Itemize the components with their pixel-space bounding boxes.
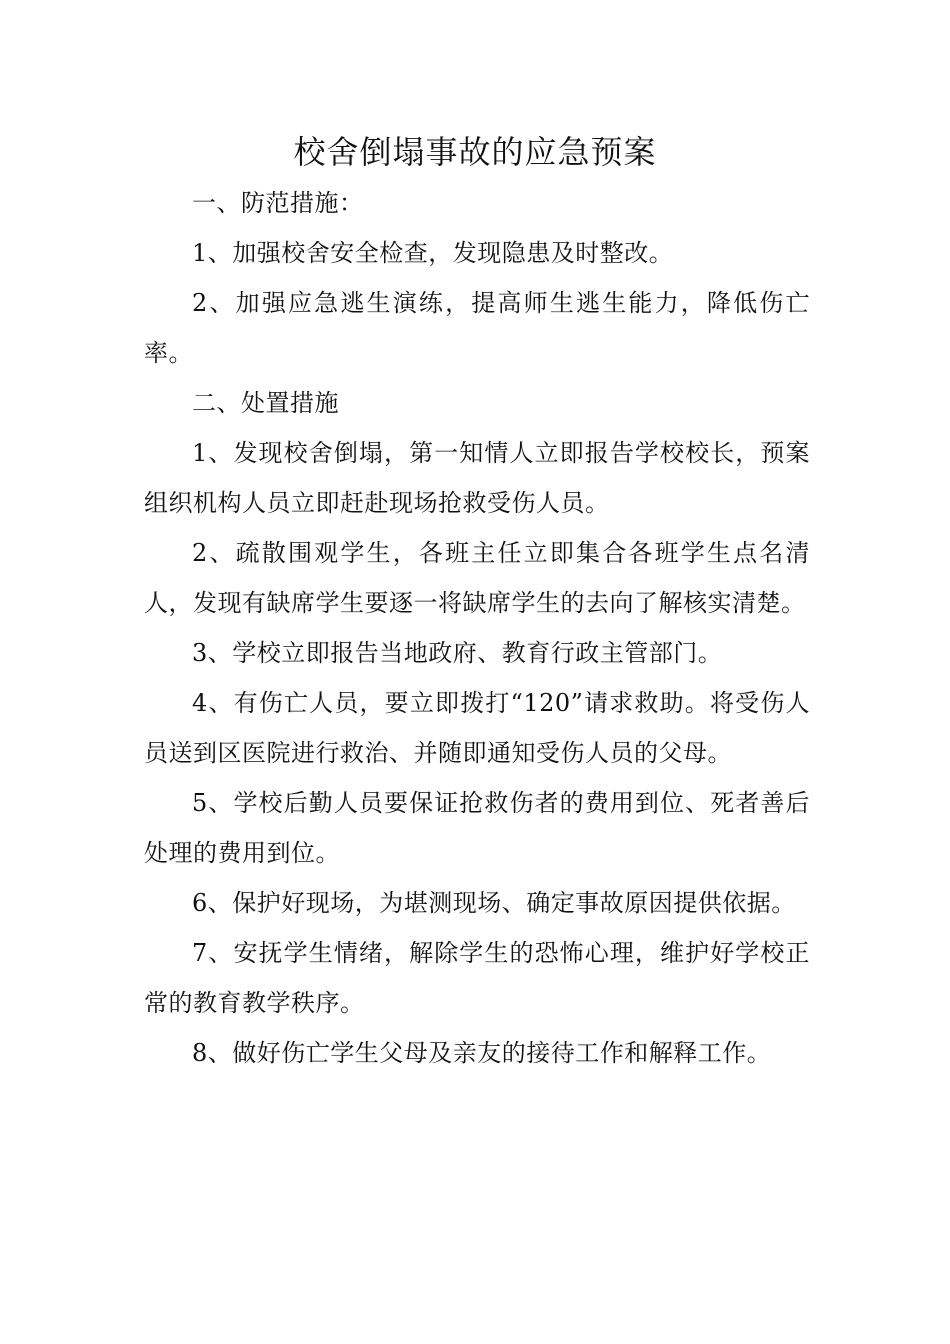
paragraph: 2、加强应急逃生演练，提高师生逃生能力，降低伤亡率。: [144, 289, 810, 367]
paragraph: 1、加强校舍安全检查，发现隐患及时整改。: [192, 239, 674, 267]
section-heading-prevention: 一、防范措施：: [192, 189, 364, 217]
paragraph: 2、疏散围观学生，各班主任立即集合各班学生点名清人，发现有缺席学生要逐一将缺席学生的去向了解核实清楚。: [144, 539, 810, 617]
paragraph: 4、有伤亡人员，要立即拨打“120”请求救助。将受伤人员送到区医院进行救治、并随即通知受伤人员的父母。: [144, 689, 810, 767]
document-title: 校舍倒塌事故的应急预案: [293, 133, 657, 171]
section-heading-handling: 二、处置措施: [192, 389, 339, 417]
document-body: [144, 178, 810, 1078]
paragraph: 5、学校后勤人员要保证抢救伤者的费用到位、死者善后处理的费用到位。: [144, 789, 810, 867]
paragraph: 3、学校立即报告当地政府、教育行政主管部门。: [192, 639, 723, 667]
paragraph: 8、做好伤亡学生父母及亲友的接待工作和解释工作。: [192, 1039, 772, 1067]
paragraph: 7、安抚学生情绪，解除学生的恐怖心理，维护好学校正常的教育教学秩序。: [144, 939, 810, 1017]
paragraph: 1、发现校舍倒塌，第一知情人立即报告学校校长，预案组织机构人员立即赶赴现场抢救受伤人员。: [144, 439, 810, 517]
paragraph: 6、保护好现场，为堪测现场、确定事故原因提供依据。: [192, 889, 796, 917]
